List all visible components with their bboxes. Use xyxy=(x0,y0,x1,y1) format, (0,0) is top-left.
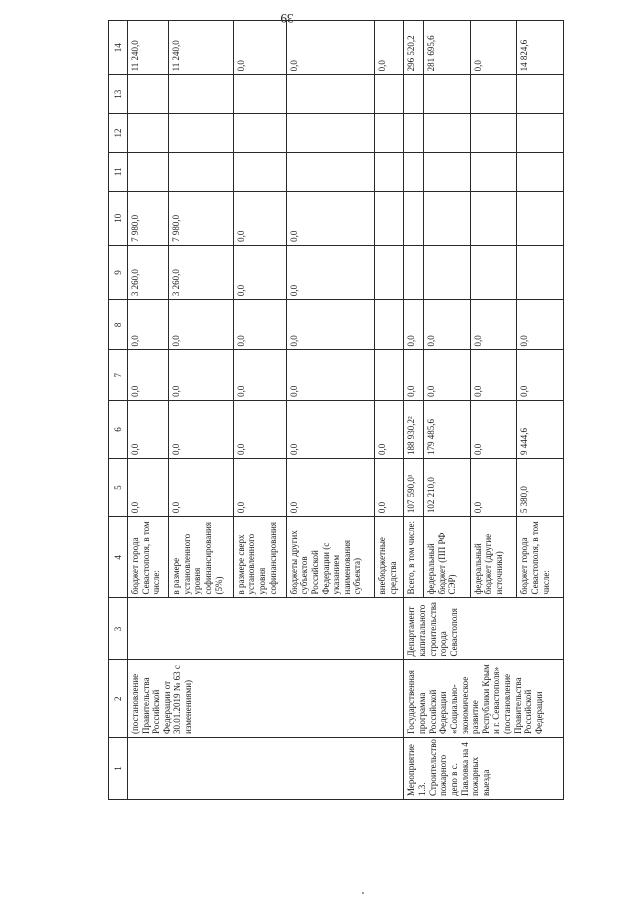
total-cell: 296 520,2 xyxy=(404,21,424,75)
column-header-row xyxy=(109,21,128,800)
scan-speck xyxy=(362,892,364,894)
value-cell: 0,0 xyxy=(470,400,517,458)
value-cell: 0,0 xyxy=(404,300,424,350)
value-cell xyxy=(169,75,234,114)
value-cell: 0,0 xyxy=(128,350,169,400)
total-cell: 0,0 xyxy=(286,21,374,75)
funding-source: Всего, в том числе: xyxy=(404,517,424,598)
total-cell: 0,0 xyxy=(233,21,286,75)
value-cell: 0,0 xyxy=(286,400,374,458)
value-cell xyxy=(404,245,424,299)
funding-source: бюджет города Севастополя, в том числе: xyxy=(517,517,564,598)
value-cell: 0,0 xyxy=(470,350,517,400)
value-cell xyxy=(233,114,286,153)
value-cell xyxy=(128,152,169,191)
value-cell: 0,0 xyxy=(169,350,234,400)
value-cell xyxy=(128,75,169,114)
value-cell: 0,0 xyxy=(375,459,404,517)
col-header-1: 1 xyxy=(109,738,128,800)
value-cell: 0,0 xyxy=(128,400,169,458)
value-cell xyxy=(233,152,286,191)
funding-source: в размере установленного уровня софинансирования (5%) xyxy=(169,517,234,598)
col-header-4: 4 xyxy=(109,517,128,598)
value-cell: 0,0 xyxy=(424,350,471,400)
value-cell xyxy=(424,75,471,114)
value-cell xyxy=(375,245,404,299)
value-cell: 0,0 xyxy=(286,300,374,350)
table-row xyxy=(404,21,424,800)
col-header-13: 13 xyxy=(109,75,128,114)
value-cell: 9 444,6 xyxy=(517,400,564,458)
col-header-3: 3 xyxy=(109,598,128,660)
col-header-8: 8 xyxy=(109,300,128,350)
value-cell: 0,0 xyxy=(233,245,286,299)
value-cell: 0,0 xyxy=(404,350,424,400)
value-cell: 0,0 xyxy=(424,300,471,350)
value-cell xyxy=(169,152,234,191)
value-cell xyxy=(404,191,424,245)
table-row xyxy=(128,21,169,800)
value-cell: 0,0 xyxy=(286,245,374,299)
value-cell xyxy=(375,114,404,153)
value-cell xyxy=(128,114,169,153)
value-cell: 3 260,0 xyxy=(128,245,169,299)
value-cell: 5 380,0 xyxy=(517,459,564,517)
col-header-6: 6 xyxy=(109,400,128,458)
value-cell xyxy=(517,75,564,114)
value-cell xyxy=(470,191,517,245)
value-cell: 0,0 xyxy=(286,350,374,400)
value-cell: 0,0 xyxy=(233,459,286,517)
total-cell: 11 240,0 xyxy=(128,21,169,75)
value-cell: 0,0 xyxy=(169,400,234,458)
value-cell xyxy=(424,114,471,153)
col-header-10: 10 xyxy=(109,191,128,245)
executor-cell-empty xyxy=(128,598,404,660)
value-cell xyxy=(233,75,286,114)
executor-name: Департамент капитального строительства города Севастополя xyxy=(404,598,564,660)
total-cell: 0,0 xyxy=(375,21,404,75)
budget-table-sheet xyxy=(108,20,564,800)
total-cell: 281 695,6 xyxy=(424,21,471,75)
total-cell: 14 824,6 xyxy=(517,21,564,75)
value-cell xyxy=(517,152,564,191)
value-cell: 7 980,0 xyxy=(128,191,169,245)
col-header-14: 14 xyxy=(109,21,128,75)
program-name: Государственная программа Российской Федерации «Социально-экономическое развитие Республики Крым и г. Севастополя» (постановление Правительства Российской Федерации xyxy=(404,660,564,738)
value-cell: 0,0 xyxy=(233,191,286,245)
value-cell: 102 210,0 xyxy=(424,459,471,517)
measure-cell-empty xyxy=(128,738,404,800)
value-cell: 107 590,0¹ xyxy=(404,459,424,517)
col-header-12: 12 xyxy=(109,114,128,153)
value-cell xyxy=(424,245,471,299)
value-cell: 0,0 xyxy=(517,350,564,400)
value-cell: 0,0 xyxy=(233,400,286,458)
col-header-2: 2 xyxy=(109,660,128,738)
value-cell: 0,0 xyxy=(233,300,286,350)
measure-name: Мероприятие 1.3. Строительство пожарного депо в с. Павловка на 4 пожарных выезда xyxy=(404,738,564,800)
value-cell xyxy=(375,75,404,114)
value-cell: 0,0 xyxy=(286,459,374,517)
value-cell xyxy=(470,75,517,114)
value-cell xyxy=(517,114,564,153)
value-cell: 188 930,2² xyxy=(404,400,424,458)
col-header-9: 9 xyxy=(109,245,128,299)
value-cell: 0,0 xyxy=(169,459,234,517)
value-cell xyxy=(404,152,424,191)
value-cell xyxy=(286,75,374,114)
value-cell: 7 980,0 xyxy=(169,191,234,245)
col-header-11: 11 xyxy=(109,152,128,191)
value-cell: 0,0 xyxy=(128,300,169,350)
funding-source: в размере сверх установленного уровня софинансирования xyxy=(233,517,286,598)
program-doc-ref: (постановление Правительства Российской Федерации от 30.01.2019 № 63 с изменениями) xyxy=(128,660,404,738)
value-cell: 3 260,0 xyxy=(169,245,234,299)
value-cell: 0,0 xyxy=(470,300,517,350)
value-cell xyxy=(517,245,564,299)
value-cell xyxy=(424,152,471,191)
value-cell: 0,0 xyxy=(517,300,564,350)
col-header-5: 5 xyxy=(109,459,128,517)
funding-source: федеральный бюджет (ПП РФ СЭР) xyxy=(424,517,471,598)
value-cell xyxy=(375,350,404,400)
value-cell: 179 485,6 xyxy=(424,400,471,458)
value-cell xyxy=(517,191,564,245)
page-number: 39 xyxy=(280,11,294,26)
value-cell: 0,0 xyxy=(128,459,169,517)
col-header-7: 7 xyxy=(109,350,128,400)
value-cell xyxy=(286,114,374,153)
value-cell: 0,0 xyxy=(375,400,404,458)
value-cell xyxy=(404,114,424,153)
total-cell: 11 240,0 xyxy=(169,21,234,75)
funding-source: внебюджетные средства xyxy=(375,517,404,598)
value-cell: 0,0 xyxy=(470,459,517,517)
value-cell xyxy=(375,300,404,350)
funding-source: бюджет города Севастополя, в том числе: xyxy=(128,517,169,598)
budget-table xyxy=(108,20,564,800)
value-cell xyxy=(470,152,517,191)
value-cell xyxy=(424,191,471,245)
value-cell: 0,0 xyxy=(286,191,374,245)
value-cell xyxy=(470,114,517,153)
value-cell: 0,0 xyxy=(169,300,234,350)
value-cell xyxy=(375,191,404,245)
total-cell: 0,0 xyxy=(470,21,517,75)
value-cell xyxy=(169,114,234,153)
value-cell xyxy=(286,152,374,191)
value-cell xyxy=(375,152,404,191)
funding-source: федеральный бюджет (другие источники) xyxy=(470,517,517,598)
funding-source: бюджеты других субъектов Российской Федерации (с указанием наименования субъекта) xyxy=(286,517,374,598)
value-cell: 0,0 xyxy=(233,350,286,400)
value-cell xyxy=(404,75,424,114)
value-cell xyxy=(470,245,517,299)
